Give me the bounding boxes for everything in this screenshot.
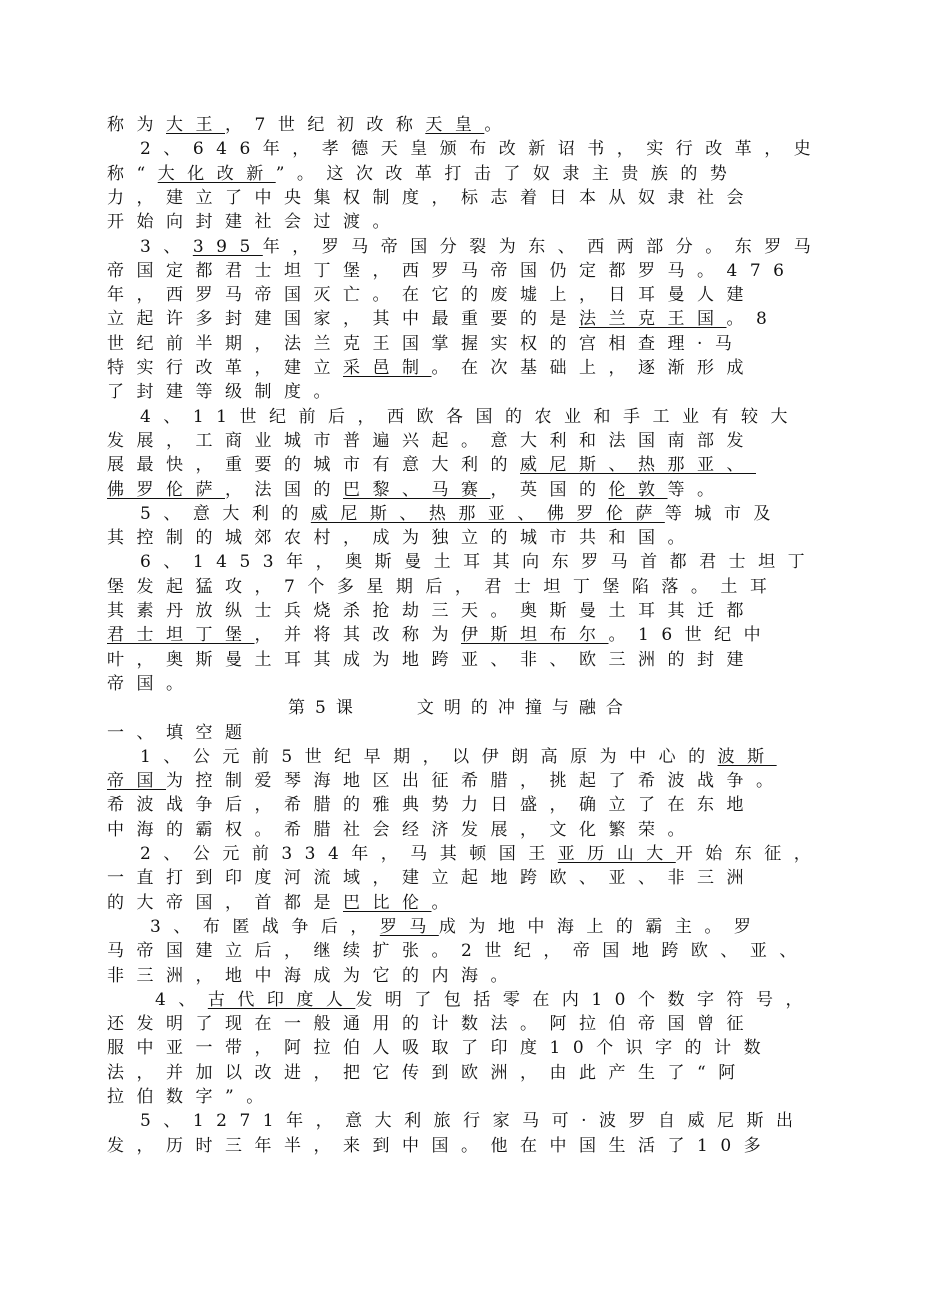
text-segment: 。8	[726, 309, 780, 329]
answer-blank: 罗马	[379, 917, 439, 937]
text-segment: ”。这次改革打击了奴隶主贵族的势	[275, 164, 740, 184]
text-line	[107, 600, 847, 622]
answer-blank: 帝国	[107, 771, 166, 791]
text-segment: 5、意大利的	[140, 504, 311, 524]
text-segment: 特实行改革，建立	[107, 358, 343, 378]
section-heading	[107, 722, 847, 744]
text-segment: 发明了包括零在内10个数字符号，	[355, 990, 815, 1010]
text-line	[140, 1110, 847, 1132]
answer-blank: 君士坦丁堡	[107, 625, 255, 645]
text-segment: 。	[431, 893, 461, 913]
text-segment: 。16世纪中	[608, 625, 774, 645]
text-line	[107, 940, 847, 962]
text-line	[140, 551, 847, 573]
text-segment: 拉伯数字”。	[107, 1087, 276, 1107]
text-line	[107, 260, 847, 282]
text-line	[107, 454, 847, 476]
text-segment: 等城市及	[664, 504, 783, 524]
text-segment: 一、填空题	[107, 723, 255, 743]
text-segment: 为控制爱琴海地区出征希腊，挑起了希波战争。	[166, 771, 786, 791]
text-segment: 年，西罗马帝国灭亡。在它的废墟上，日耳曼人建	[107, 285, 756, 305]
text-segment: ，7世纪初改称	[225, 115, 426, 135]
text-segment: 还发明了现在一般通用的计数法。阿拉伯帝国曾征	[107, 1014, 756, 1034]
text-line	[140, 843, 847, 865]
text-segment: 中海的霸权。希腊社会经济发展，文化繁荣。	[107, 820, 697, 840]
text-segment: 法，并加以改进，把它传到欧洲，由此产生了“阿	[107, 1063, 748, 1083]
text-segment: 帝国定都君士坦丁堡，西罗马帝国仍定都罗马。476	[107, 261, 797, 281]
text-line	[140, 406, 847, 428]
text-segment: 的大帝国，首都是	[107, 893, 343, 913]
text-line	[155, 989, 847, 1011]
text-line	[107, 624, 847, 646]
answer-blank: 伊斯坦布尔	[461, 625, 609, 645]
text-line	[107, 357, 847, 379]
text-segment: 发展，工商业城市普遍兴起。意大利和法国南部发	[107, 431, 756, 451]
text-segment: 了封建等级制度。	[107, 382, 343, 402]
text-line	[107, 649, 847, 671]
text-segment: 年，罗马帝国分裂为东、西两部分。东罗马	[262, 237, 824, 257]
text-segment: 非三洲，地中海成为它的内海。	[107, 966, 520, 986]
answer-blank: 波斯	[717, 747, 777, 767]
text-line	[107, 965, 847, 987]
text-line	[150, 916, 847, 938]
answer-blank: 古代印度人	[207, 990, 356, 1010]
answer-blank: 395	[192, 237, 263, 257]
text-segment: 3、布匿战争后，	[150, 917, 380, 937]
text-segment: 2、公元前334年，马其顿国王	[140, 844, 558, 864]
answer-blank: 法兰克王国	[579, 309, 727, 329]
text-segment: 第5课 文明的冲撞与融合	[288, 698, 633, 718]
text-segment: 等。	[667, 480, 727, 500]
text-segment: ，法国的	[225, 480, 343, 500]
answer-blank: 巴黎、马赛	[343, 480, 491, 500]
text-line	[140, 746, 847, 768]
text-line	[107, 1037, 847, 1059]
answer-blank: 伦敦	[608, 480, 668, 500]
text-segment: 4、11世纪前后，西欧各国的农业和手工业有较大	[140, 407, 800, 427]
text-line	[107, 794, 847, 816]
text-line	[107, 1086, 847, 1108]
answer-blank: 佛罗伦萨	[107, 480, 225, 500]
lesson-title	[288, 697, 708, 719]
text-segment: 立起许多封建国家，其中最重要的是	[107, 309, 579, 329]
text-segment: 马帝国建立后，继续扩张。2世纪，帝国地跨欧、亚、	[107, 941, 809, 961]
text-line	[107, 381, 847, 403]
text-segment: 其素丹放纵士兵烧杀抢劫三天。奥斯曼土耳其迁都	[107, 601, 756, 621]
text-line	[107, 479, 847, 501]
text-segment: 力，建立了中央集权制度，标志着日本从奴隶社会	[107, 188, 756, 208]
text-line	[107, 284, 847, 306]
text-line	[107, 333, 847, 355]
text-segment: 6、1453年，奥斯曼土耳其向东罗马首都君士坦丁	[140, 552, 818, 572]
text-line	[107, 1135, 847, 1157]
text-segment: 服中亚一带，阿拉伯人吸取了印度10个识字的计数	[107, 1038, 774, 1058]
text-segment: 希波战争后，希腊的雅典势力日盛，确立了在东地	[107, 795, 756, 815]
text-line	[107, 819, 847, 841]
text-line	[107, 163, 847, 185]
answer-blank: 威尼斯、热那亚、佛罗伦萨	[310, 504, 665, 524]
text-segment: 2、646年，孝德天皇颁布改新诏书，实行改革，史	[140, 139, 824, 159]
text-line	[107, 211, 847, 233]
text-line	[107, 673, 847, 695]
text-segment: 。在次基础上，逐渐形成	[431, 358, 756, 378]
text-segment: 4、	[155, 990, 208, 1010]
answer-blank: 天皇	[425, 115, 485, 135]
text-segment: 5、1271年，意大利旅行家马可·波罗自威尼斯出	[140, 1111, 806, 1131]
text-line	[107, 892, 847, 914]
text-line	[107, 114, 847, 136]
text-line	[107, 308, 847, 330]
text-segment: 1、公元前5世纪早期，以伊朗高原为中心的	[140, 747, 718, 767]
text-line	[107, 187, 847, 209]
text-line	[107, 576, 847, 598]
text-segment: 3、	[140, 237, 193, 257]
text-line	[107, 770, 847, 792]
text-segment: 。	[484, 115, 514, 135]
answer-blank: 采邑制	[343, 358, 432, 378]
text-segment: 开始向封建社会过渡。	[107, 212, 402, 232]
text-line	[107, 527, 847, 549]
answer-blank: 大化改新	[157, 164, 276, 184]
text-line	[107, 1062, 847, 1084]
answer-blank: 巴比伦	[343, 893, 432, 913]
answer-blank: 大王	[166, 115, 225, 135]
text-line	[140, 138, 847, 160]
text-segment: 其控制的城郊农村，成为独立的城市共和国。	[107, 528, 697, 548]
text-segment: ，英国的	[490, 480, 609, 500]
text-line	[140, 236, 847, 258]
text-segment: 帝国。	[107, 674, 196, 694]
text-segment: 展最快，重要的城市有意大利的	[107, 455, 520, 475]
text-line	[107, 867, 847, 889]
text-segment: 成为地中海上的霸主。罗	[438, 917, 764, 937]
text-line	[107, 1013, 847, 1035]
answer-blank: 亚历山大	[557, 844, 676, 864]
text-line	[140, 503, 847, 525]
text-segment: 称为	[107, 115, 166, 135]
answer-blank: 威尼斯、热那亚、	[520, 455, 756, 475]
text-line	[107, 430, 847, 452]
text-segment: 世纪前半期，法兰克王国掌握实权的宫相查理·马	[107, 334, 745, 354]
text-segment: 发，历时三年半，来到中国。他在中国生活了10多	[107, 1136, 774, 1156]
text-segment: 一直打到印度河流域，建立起地跨欧、亚、非三洲	[107, 868, 756, 888]
text-segment: 开始东征，	[675, 844, 824, 864]
text-segment: ，并将其改称为	[254, 625, 461, 645]
text-segment: 叶，奥斯曼土耳其成为地跨亚、非、欧三洲的封建	[107, 650, 756, 670]
text-segment: 称“	[107, 164, 158, 184]
text-segment: 堡发起猛攻，7个多星期后，君士坦丁堡陷落。土耳	[107, 577, 780, 597]
